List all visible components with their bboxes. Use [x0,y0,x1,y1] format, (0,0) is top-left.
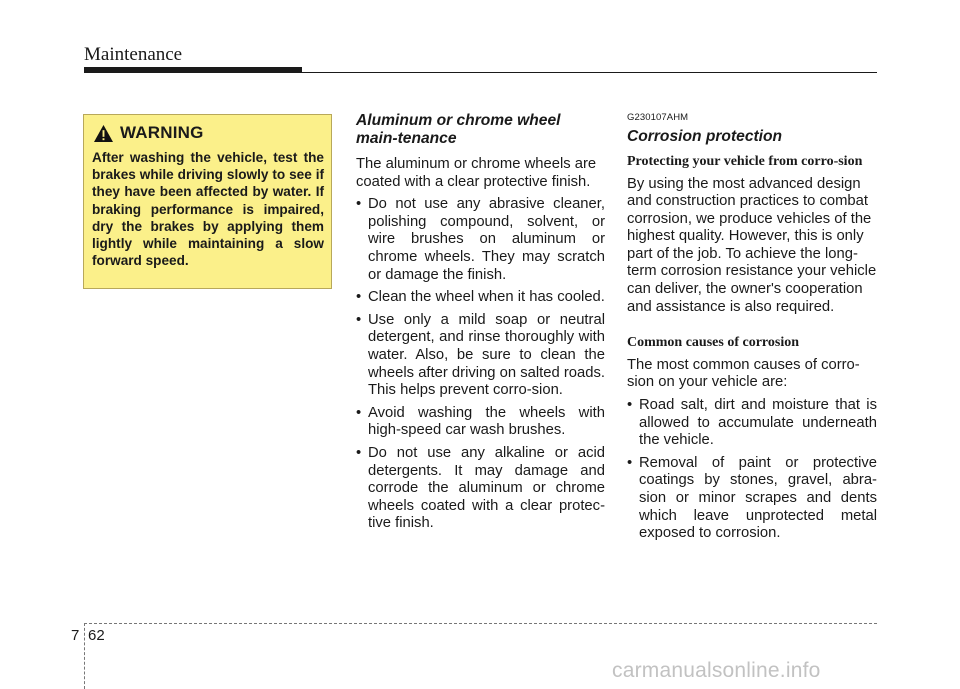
list-item-text: Do not use any alkaline or acid detergents. It may damage and corrode the aluminum or chrome wheels coated with a clear protec-tive finish. [368,444,605,532]
wheel-maintenance-title: Aluminum or chrome wheel main-tenance [356,112,561,147]
list-item: • Removal of paint or protective coatings by stones, gravel, abra-sion or minor scrapes and dents which leave unprotected metal exposed to corrosion. [627,454,877,542]
warning-triangle-icon [93,124,114,143]
list-item: • Do not use any abrasive cleaner, polishing compound, solvent, or wire brushes on aluminum or chrome wheels. They may scratch or damage the finish. [356,196,605,283]
corrosion-paragraph-1: By using the most advanced design and construction practices to combat corrosion, we produce vehicles of the highest quality. However, this is only part of the job. To achieve the long-term corrosion resistance your vehicle can deliver, the owner's cooperation and assistance is also required. [627,175,877,315]
section-code: G230107AHM [627,112,689,123]
warning-box [83,114,332,289]
wheel-maintenance-intro: The aluminum or chrome wheels are coated with a clear protective finish. [356,156,597,190]
list-item-text: Avoid washing the wheels with high-speed car wash brushes. [368,404,605,439]
wheel-care-list [356,196,605,533]
corrosion-subheading-protect: Protecting your vehicle from corro-sion [627,154,863,169]
list-item: • Do not use any alkaline or acid detergents. It may damage and corrode the aluminum or chrome wheels coated with a clear protec-tive finish. [356,444,605,532]
header-rule [84,72,877,73]
chapter-number: 7 [71,627,80,644]
list-item-text: Clean the wheel when it has cooled. [368,289,605,306]
corrosion-paragraph-2: The most common causes of corro-sion on your vehicle are: [627,356,860,391]
warning-text: After washing the vehicle, test the brakes while driving slowly to see if they have been affected by water. If braking performance is impaired, dry the brakes by applying them lightly while maintaining a slow forward speed. [92,150,324,269]
watermark-text: carmanualsonline.info [612,659,821,682]
list-item: • Clean the wheel when it has cooled. [356,289,605,306]
list-item-text: Removal of paint or protective coatings by stones, gravel, abra-sion or minor scrapes and dents which leave unprotected metal exposed to corrosion. [639,454,877,542]
list-item-text: Road salt, dirt and moisture that is allowed to accumulate underneath the vehicle. [639,396,877,449]
list-item-text: Do not use any abrasive cleaner, polishing compound, solvent, or wire brushes on aluminum or chrome wheels. They may scratch or damage the finish. [368,196,605,283]
corrosion-causes-list [627,397,877,543]
corrosion-section [627,112,877,548]
warning-title: WARNING [120,123,204,142]
list-item-text: Use only a mild soap or neutral detergent, and rinse thoroughly with water. Also, be sure to clean the wheels after driving on salted roads. This helps prevent corro-sion. [368,311,605,399]
warning-heading [93,123,204,143]
list-item: • Avoid washing the wheels with high-speed car wash brushes. [356,404,605,439]
page-header-title: Maintenance [84,44,183,65]
footer-rule [84,623,877,624]
list-item: • Use only a mild soap or neutral detergent, and rinse thoroughly with water. Also, be sure to clean the wheels after driving on salted roads. This helps prevent corro-sion. [356,311,605,399]
wheel-maintenance-section [356,112,605,538]
corrosion-subheading-causes: Common causes of corrosion [627,335,800,351]
page-number: 62 [88,627,105,644]
list-item: • Road salt, dirt and moisture that is allowed to accumulate underneath the vehicle. [627,396,877,449]
footer-divider [84,623,85,689]
corrosion-title: Corrosion protection [627,128,783,145]
